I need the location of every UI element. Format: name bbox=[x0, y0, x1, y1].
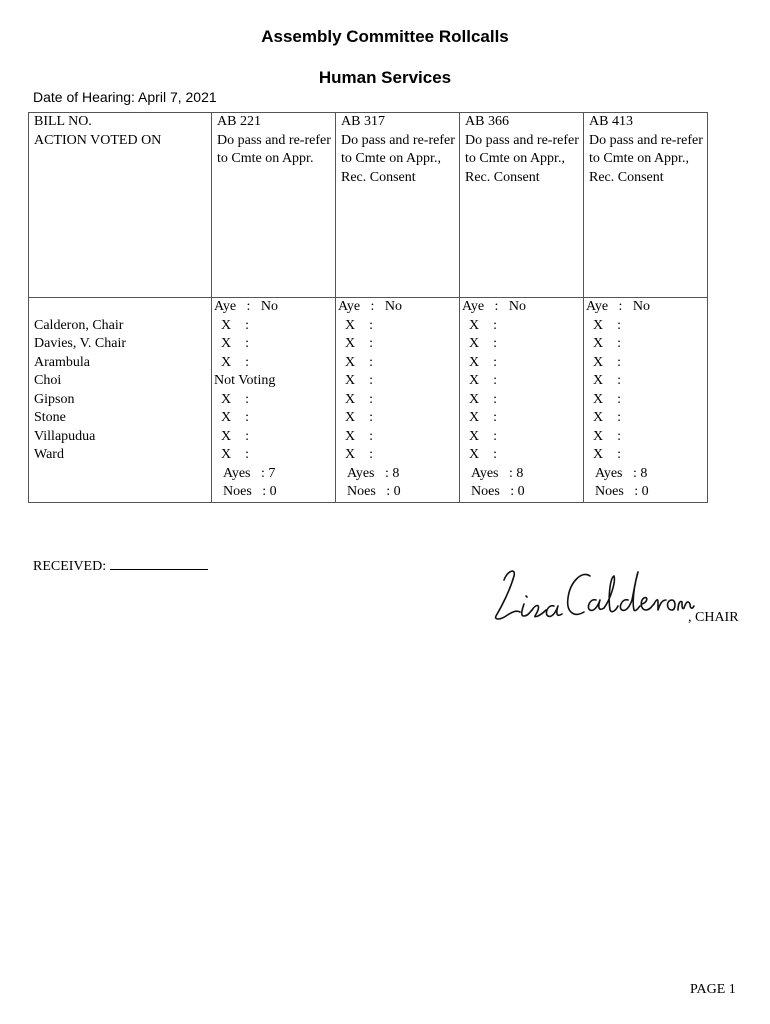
totals-row bbox=[29, 465, 708, 503]
bill-action: Do pass and re-refer to Cmte on Appr., Rec. Consent bbox=[589, 132, 703, 185]
bill-action: Do pass and re-refer to Cmte on Appr. bbox=[217, 132, 331, 166]
vote-cell: Not Voting bbox=[212, 372, 336, 391]
chair-signature bbox=[486, 560, 696, 635]
member-name: Arambula bbox=[29, 354, 212, 373]
ayes-total: Ayes : 7 bbox=[223, 465, 276, 481]
bill-header-row bbox=[29, 113, 708, 298]
noes-total: Noes : 0 bbox=[347, 484, 401, 499]
member-name: Stone bbox=[29, 409, 212, 428]
bill-column-ab317 bbox=[336, 113, 460, 298]
ayes-total: Ayes : 8 bbox=[347, 465, 400, 481]
bill-number: AB 221 bbox=[217, 114, 261, 129]
vote-cell: X : bbox=[584, 409, 708, 428]
bill-action: Do pass and re-refer to Cmte on Appr., Rec. Consent bbox=[341, 132, 455, 185]
noes-total: Noes : 0 bbox=[223, 484, 277, 499]
totals-cell bbox=[584, 465, 708, 503]
member-name: Choi bbox=[29, 372, 212, 391]
empty-cell bbox=[29, 298, 212, 317]
vote-cell: X : bbox=[336, 428, 460, 447]
committee-name: Human Services bbox=[318, 68, 452, 87]
ayes-total: Ayes : 8 bbox=[595, 465, 648, 481]
vote-cell: X : bbox=[584, 391, 708, 410]
member-row bbox=[29, 446, 708, 465]
member-row bbox=[29, 335, 708, 354]
member-row bbox=[29, 391, 708, 410]
vote-cell: X : bbox=[212, 428, 336, 447]
vote-cell: X : bbox=[212, 317, 336, 336]
vote-cell: X : bbox=[212, 354, 336, 373]
bill-column-ab221 bbox=[212, 113, 336, 298]
vote-cell: X : bbox=[336, 446, 460, 465]
hearing-date: Date of Hearing: April 7, 2021 bbox=[33, 89, 217, 105]
vote-cell: X : bbox=[212, 335, 336, 354]
member-name: Villapudua bbox=[29, 428, 212, 447]
bill-column-ab366 bbox=[460, 113, 584, 298]
vote-cell: X : bbox=[460, 354, 584, 373]
vote-cell: X : bbox=[584, 428, 708, 447]
aye-no-header: Aye : No bbox=[212, 298, 336, 317]
noes-total: Noes : 0 bbox=[595, 484, 649, 499]
vote-cell: X : bbox=[584, 335, 708, 354]
action-voted-label: ACTION VOTED ON bbox=[34, 132, 162, 148]
vote-cell: X : bbox=[460, 317, 584, 336]
totals-cell bbox=[460, 465, 584, 503]
chair-label: , CHAIR bbox=[688, 610, 739, 625]
vote-cell: X : bbox=[336, 317, 460, 336]
vote-cell: X : bbox=[460, 391, 584, 410]
bill-action: Do pass and re-refer to Cmte on Appr., Rec. Consent bbox=[465, 132, 579, 185]
vote-cell: X : bbox=[460, 409, 584, 428]
rollcall-table bbox=[28, 112, 708, 503]
vote-cell: X : bbox=[212, 391, 336, 410]
member-row bbox=[29, 428, 708, 447]
vote-cell: X : bbox=[460, 428, 584, 447]
vote-cell: X : bbox=[460, 335, 584, 354]
vote-cell: X : bbox=[460, 372, 584, 391]
totals-cell bbox=[212, 465, 336, 503]
row-label-cell bbox=[29, 113, 212, 298]
noes-total: Noes : 0 bbox=[471, 484, 525, 499]
received-field bbox=[33, 557, 208, 575]
vote-cell: X : bbox=[584, 354, 708, 373]
member-row bbox=[29, 372, 708, 391]
vote-cell: X : bbox=[336, 391, 460, 410]
empty-cell bbox=[29, 465, 212, 503]
vote-cell: X : bbox=[336, 409, 460, 428]
bill-no-label: BILL NO. bbox=[34, 114, 92, 129]
member-name: Calderon, Chair bbox=[29, 317, 212, 336]
totals-cell bbox=[336, 465, 460, 503]
vote-cell: X : bbox=[212, 409, 336, 428]
member-row bbox=[29, 317, 708, 336]
vote-cell: X : bbox=[584, 372, 708, 391]
vote-cell: X : bbox=[460, 446, 584, 465]
bill-column-ab413 bbox=[584, 113, 708, 298]
vote-cell: X : bbox=[336, 335, 460, 354]
bill-number: AB 413 bbox=[589, 114, 633, 129]
aye-no-header: Aye : No bbox=[336, 298, 460, 317]
vote-cell: X : bbox=[212, 446, 336, 465]
page-number: PAGE 1 bbox=[690, 982, 736, 997]
aye-no-header: Aye : No bbox=[584, 298, 708, 317]
ayes-total: Ayes : 8 bbox=[471, 465, 524, 481]
vote-header-row bbox=[29, 298, 708, 317]
bill-number: AB 317 bbox=[341, 114, 385, 129]
aye-no-header: Aye : No bbox=[460, 298, 584, 317]
vote-cell: X : bbox=[584, 317, 708, 336]
member-row bbox=[29, 354, 708, 373]
vote-cell: X : bbox=[336, 354, 460, 373]
bill-number: AB 366 bbox=[465, 114, 509, 129]
received-blank-line bbox=[110, 557, 208, 570]
vote-cell: X : bbox=[336, 372, 460, 391]
member-name: Davies, V. Chair bbox=[29, 335, 212, 354]
member-name: Gipson bbox=[29, 391, 212, 410]
received-label: RECEIVED: bbox=[33, 559, 107, 574]
member-name: Ward bbox=[29, 446, 212, 465]
document-title: Assembly Committee Rollcalls bbox=[261, 27, 509, 46]
vote-cell: X : bbox=[584, 446, 708, 465]
member-row bbox=[29, 409, 708, 428]
